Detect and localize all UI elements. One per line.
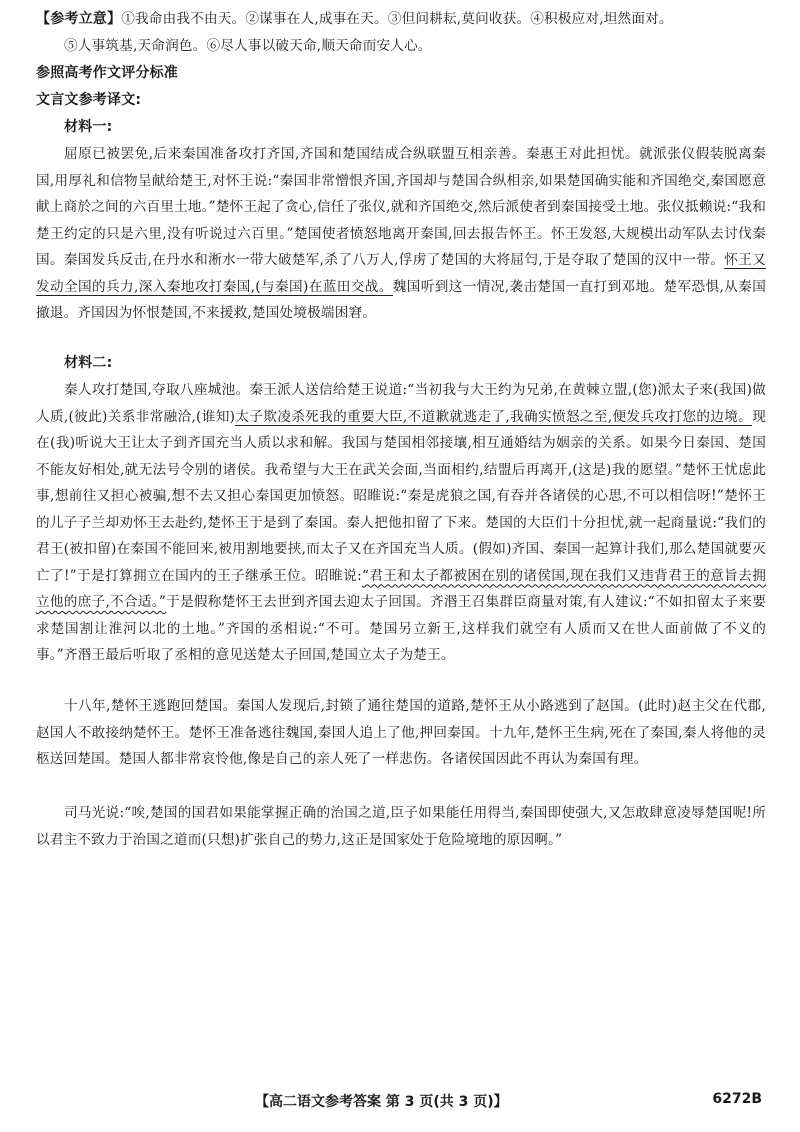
material2-text-a: 秦人攻打楚国,夺取八座城池。秦王派人送信给楚王说道:“当初我与大王约为兄弟,在黄棘立盟,(您)派太子来(我国)做人质,(彼此)关系非常融洽,(谁知) (36, 382, 766, 425)
footer-title: 【高二语文参考答案 第 3 页(共 3 页)】 (255, 1094, 508, 1110)
material1-heading: 材料一: (64, 119, 113, 135)
material2-text-c: 于是假称楚怀王去世到齐国去迎太子回国。齐湣王召集群臣商量对策,有人建议:“不如扣留太子来要求楚国割让淮河以北的土地。”齐国的丞相说:“不可。楚国另立新王,这样我们就空有人质而又在世人面前做了不义的事。”齐湣王最后听取了丞相的意见送楚太子回国,楚国立太子为楚王。 (36, 594, 766, 663)
material2-paragraph-3: 司马光说:“唉,楚国的国君如果能掌握正确的治国之道,臣子如果能任用得当,秦国即使强大,又怎敢肆意凌辱楚国呢!所以君主不致力于治国之道而(只想)扩张自己的势力,这正是国家处于危险境地的原因啊。” (36, 805, 766, 848)
reference-points-label: 【参考立意】 (36, 11, 122, 27)
reference-points-line1: ①我命由我不由天。②谋事在人,成事在天。③但问耕耘,莫问收获。④积极应对,坦然面对。 (121, 11, 673, 27)
material1-paragraph (36, 141, 766, 327)
material2-underlined-sentence: 太子欺凌杀死我的重要大臣,不道歉就逃走了,我确实愤怒之至,便发兵攻打您的边境。 (235, 408, 753, 425)
reference-points-line2: ⑤人事筑基,天命润色。⑥尽人事以破天命,顺天命而安人心。 (64, 37, 432, 54)
material2-wavy-sentence: “君王和太子都被困在别的诸侯国,现在我们又违背君王的意旨去拥立他的庶子,不合适。” (36, 567, 766, 610)
grading-standard: 参照高考作文评分标准 (36, 65, 178, 81)
material1-text-end: 魏国听到这一情况,袭击楚国一直打到邓地。楚军恐惧,从秦国撤退。齐国因为怀恨楚国,不来援救,楚国处境极端困窘。 (36, 278, 766, 321)
reference-points (36, 6, 766, 59)
material2-paragraph-2: 十八年,楚怀王逃跑回楚国。秦国人发现后,封锁了通往楚国的道路,楚怀王从小路逃到了赵国。(此时)赵主父在代郡,赵国人不敢接纳楚怀王。楚怀王准备逃往魏国,秦国人追上了他,押回秦国。十九年,楚怀王生病,死在了秦国,秦人将他的灵柩送回楚国。楚国人都非常哀怜他,像是自己的亲人死了一样悲伤。各诸侯国因此不再认为秦国有理。 (36, 698, 766, 767)
footer-code: 6272B (712, 1091, 762, 1107)
page-footer (0, 1091, 800, 1115)
material2-paragraph-1 (36, 377, 766, 669)
material1-text: 屈原已被罢免,后来秦国准备攻打齐国,齐国和楚国结成合纵联盟互相亲善。秦惠王对此担忧。就派张仪假装脱离秦国,用厚礼和信物呈献给楚王,对怀王说:“秦国非常憎恨齐国,齐国却与楚国合纵相亲,如果楚国确实能和齐国绝交,秦国愿意献上商於之间的六百里土地。”楚怀王起了贪心,信任了张仪,就和齐国绝交,然后派使者到秦国接受土地。张仪抵赖说:“我和楚王约定的只是六里,没有听说过六百里。”楚国使者愤怒地离开秦国,回去报告怀王。怀王发怒,大规模出动军队去讨伐秦国。秦国发兵反击,在丹水和淅水一带大破楚军,杀了八万人,俘虏了楚国的大将屈匄,于是夺取了楚国的汉中一带。 (36, 146, 766, 268)
translation-heading: 文言文参考译文: (36, 92, 142, 108)
material1-underlined-sentence: 怀王又发动全国的兵力,深入秦地攻打秦国,(与秦国)在蓝田交战。 (36, 252, 766, 295)
material2-heading: 材料二: (64, 355, 113, 371)
material2-text-b: 现在(我)听说大王让太子到齐国充当人质以求和解。我国与楚国相邻接壤,相互通婚结为姻亲的关系。如果今日秦国、楚国不能友好相处,就无法号令别的诸侯。我希望与大王在武关会面,当面相约,结盟后再离开,(这是)我的愿望。”楚怀王忧虑此事,想前往又担心被骗,想不去又担心秦国更加愤怒。昭睢说:“秦是虎狼之国,有吞并各诸侯的心思,不可以相信呀!”楚怀王的儿子子兰却劝怀王去赴约,楚怀王于是到了秦国。秦人把他扣留了下来。楚国的大臣们十分担忧,就一起商量说:“我们的君王(被扣留)在秦国不能回来,被用割地要挟,而太子又在齐国充当人质。(假如)齐国、秦国一起算计我们,那么楚国就要灭亡了!”于是打算拥立在国内的王子继承王位。昭睢说: (36, 408, 766, 584)
